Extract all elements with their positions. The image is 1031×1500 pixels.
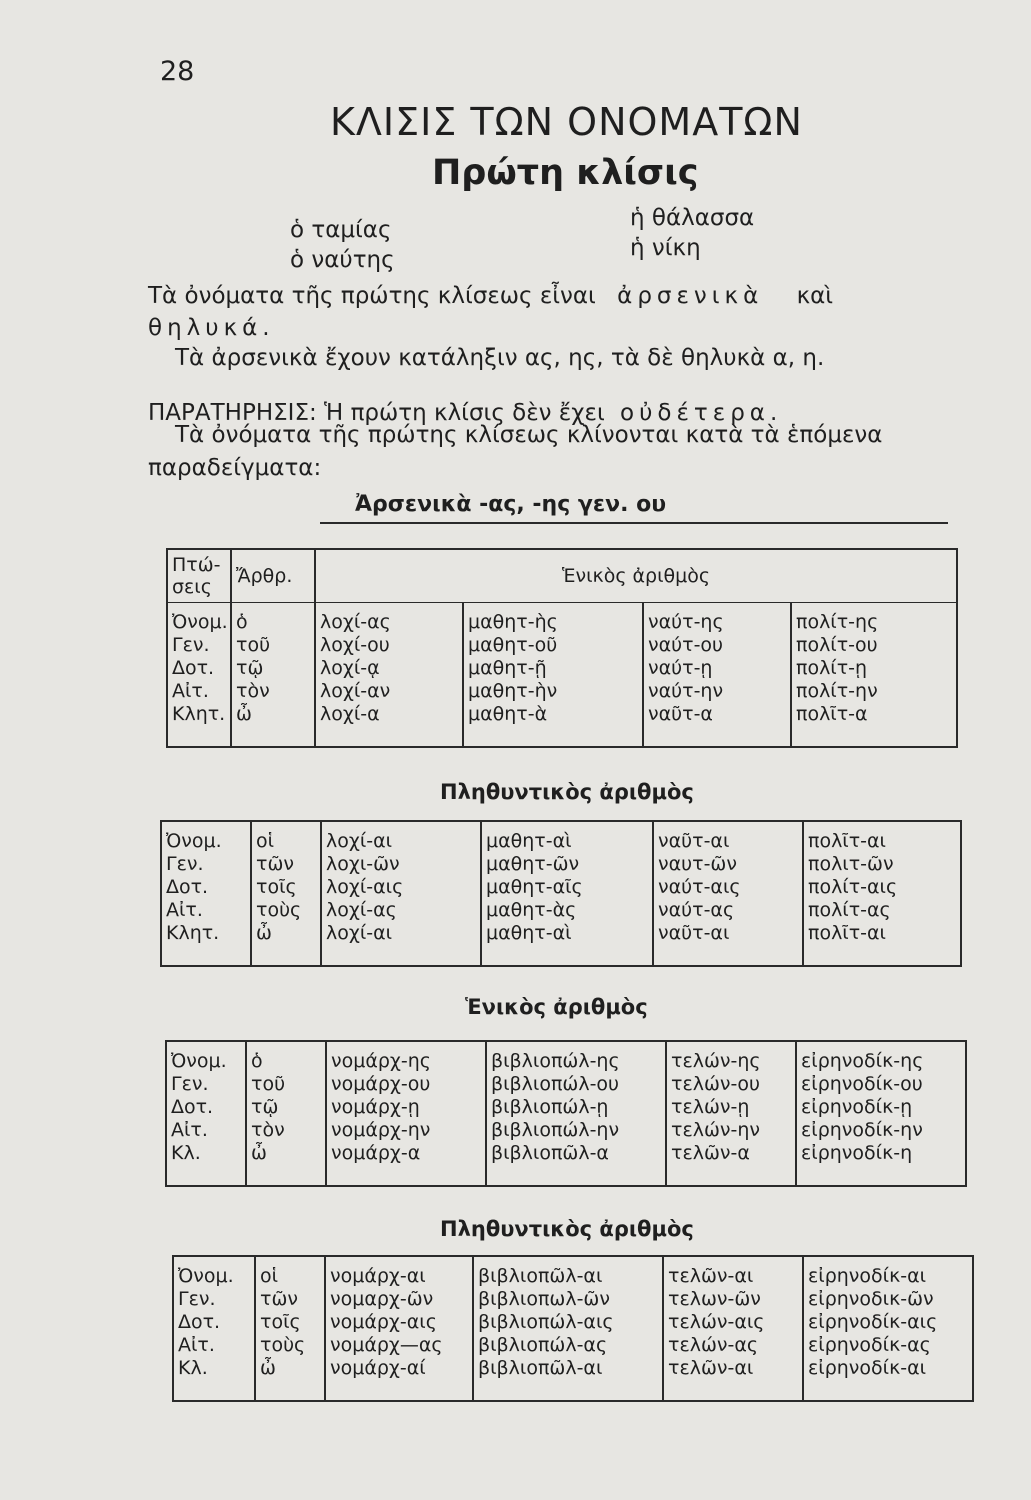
form-cell-2: μαθητ-ὴς	[463, 603, 643, 635]
table-row	[173, 1357, 973, 1401]
form-cell-1: νομάρχ-αί	[325, 1357, 473, 1401]
form-cell-1: νομάρχ-ου	[326, 1073, 486, 1096]
section-rule	[320, 522, 948, 524]
table-row	[166, 1119, 966, 1142]
table-row	[161, 876, 961, 899]
paragraph-4: Τὰ ὀνόματα τῆς πρώτης κλίσεως κλίνονται κατὰ τὰ ἑπόμενα	[175, 422, 883, 448]
case-cell: Γεν.	[167, 634, 231, 657]
heading-plural-2: Πληθυντικὸς ἀριθμὸς	[440, 1217, 694, 1241]
article-cell: ὦ	[246, 1142, 326, 1186]
form-cell-4: εἰρηνοδίκ-ης	[796, 1041, 966, 1073]
form-cell-2: μαθητ-ῇ	[463, 657, 643, 680]
form-cell-2: βιβλιοπωλ-ῶν	[473, 1288, 663, 1311]
article-cell: τῶν	[251, 853, 321, 876]
form-cell-3: τελών-ου	[666, 1073, 796, 1096]
form-cell-4: εἰρηνοδίκ-η	[796, 1142, 966, 1186]
table-row	[161, 899, 961, 922]
article-cell: τοῦ	[231, 634, 315, 657]
table-plural-2	[172, 1255, 974, 1402]
page-number: 28	[160, 56, 195, 87]
case-cell: Ὀνομ.	[161, 821, 251, 853]
form-cell-1: λοχί-αν	[315, 680, 463, 703]
table-row	[167, 680, 957, 703]
form-cell-4: πολίτ-ην	[791, 680, 957, 703]
form-cell-3: ναῦτ-αι	[653, 821, 803, 853]
form-cell-2: μαθητ-ὴν	[463, 680, 643, 703]
form-cell-3: τελῶν-αι	[663, 1256, 803, 1288]
form-cell-2: βιβλιοπῶλ-α	[486, 1142, 666, 1186]
paragraph-1	[148, 283, 833, 309]
form-cell-3: τελών-ης	[666, 1041, 796, 1073]
form-cell-1: νομάρχ-αις	[325, 1311, 473, 1334]
example-masculine-1: ὁ ταμίας	[290, 217, 392, 243]
form-cell-4: πολῖτ-α	[791, 703, 957, 747]
form-cell-4: εἰρηνοδίκ-ου	[796, 1073, 966, 1096]
form-cell-4: πολῖτ-αι	[803, 821, 961, 853]
paragraph-1-text: Τὰ ὀνόματα τῆς πρώτης κλίσεως εἶναι	[148, 283, 596, 309]
form-cell-2: βιβλιοπώλ-ου	[486, 1073, 666, 1096]
header-number: Ἑνικὸς ἀριθμὸς	[315, 549, 957, 603]
form-cell-4: εἰρηνοδικ-ῶν	[803, 1288, 973, 1311]
form-cell-4: πολίτ-ης	[791, 603, 957, 635]
table-row	[166, 1142, 966, 1186]
form-cell-2: μαθητ-ὰ	[463, 703, 643, 747]
form-cell-4: πολίτ-ῃ	[791, 657, 957, 680]
case-cell: Δοτ.	[173, 1311, 255, 1334]
case-cell: Ὀνομ.	[167, 603, 231, 635]
paragraph-3-text: ΠΑΡΑΤΗΡΗΣΙΣ: Ἡ πρώτη κλίσις δὲν ἔχει	[148, 400, 605, 426]
case-cell: Αἰτ.	[161, 899, 251, 922]
form-cell-1: λοχι-ῶν	[321, 853, 481, 876]
header-article: Ἄρθρ.	[231, 549, 315, 603]
form-cell-3: τελῶν-αι	[663, 1357, 803, 1401]
paragraph-1-conjunction: καὶ	[796, 283, 834, 309]
table-singular-2	[165, 1040, 967, 1187]
article-cell: τὸν	[231, 680, 315, 703]
form-cell-4: εἰρηνοδίκ-ας	[803, 1334, 973, 1357]
table-row	[161, 853, 961, 876]
table-row	[167, 657, 957, 680]
form-cell-4: πολίτ-ου	[791, 634, 957, 657]
form-cell-1: νομαρχ-ῶν	[325, 1288, 473, 1311]
chapter-title: ΚΛΙΣΙΣ ΤΩΝ ΟΝΟΜΑΤΩΝ	[330, 100, 803, 144]
case-cell: Δοτ.	[167, 657, 231, 680]
heading-plural-1: Πληθυντικὸς ἀριθμὸς	[440, 780, 694, 804]
form-cell-3: τελών-αις	[663, 1311, 803, 1334]
example-feminine-1: ἡ θάλασσα	[630, 205, 755, 231]
form-cell-3: ναύτ-ου	[643, 634, 791, 657]
form-cell-2: μαθητ-αῖς	[481, 876, 653, 899]
case-cell: Αἰτ.	[167, 680, 231, 703]
form-cell-3: ναύτ-ας	[653, 899, 803, 922]
article-cell: οἱ	[251, 821, 321, 853]
case-cell: Γεν.	[161, 853, 251, 876]
form-cell-4: εἰρηνοδίκ-ην	[796, 1119, 966, 1142]
paragraph-3-spaced-word: οὐδέτερα.	[620, 400, 783, 426]
article-cell: ὦ	[255, 1357, 325, 1401]
paragraph-1-continued: θηλυκά.	[148, 315, 275, 341]
article-cell: ὁ	[231, 603, 315, 635]
case-cell: Αἰτ.	[173, 1334, 255, 1357]
form-cell-1: λοχί-αι	[321, 821, 481, 853]
form-cell-4: εἰρηνοδίκ-αι	[803, 1357, 973, 1401]
form-cell-3: τελῶν-α	[666, 1142, 796, 1186]
form-cell-2: βιβλιοπῶλ-αι	[473, 1357, 663, 1401]
table-row	[167, 703, 957, 747]
form-cell-2: βιβλιοπώλ-αις	[473, 1311, 663, 1334]
heading-singular-2: Ἑνικὸς ἀριθμὸς	[465, 995, 648, 1019]
table-row	[167, 603, 957, 635]
case-cell: Γεν.	[173, 1288, 255, 1311]
form-cell-3: ναύτ-ῃ	[643, 657, 791, 680]
form-cell-2: μαθητ-ῶν	[481, 853, 653, 876]
form-cell-3: ναύτ-αις	[653, 876, 803, 899]
form-cell-2: βιβλιοπώλ-ῃ	[486, 1096, 666, 1119]
table-row	[173, 1288, 973, 1311]
case-cell: Κλητ.	[161, 922, 251, 966]
form-cell-3: ναῦτ-α	[643, 703, 791, 747]
form-cell-2: μαθητ-οῦ	[463, 634, 643, 657]
form-cell-1: νομάρχ-ης	[326, 1041, 486, 1073]
header-cases: Πτώ- σεις	[167, 549, 231, 603]
form-cell-2: μαθητ-αὶ	[481, 922, 653, 966]
form-cell-2: μαθητ-αὶ	[481, 821, 653, 853]
example-feminine-2: ἡ νίκη	[630, 235, 701, 261]
case-cell: Ὀνομ.	[173, 1256, 255, 1288]
paragraph-4-continued: παραδείγματα:	[148, 455, 322, 481]
form-cell-1: νομάρχ—ας	[325, 1334, 473, 1357]
table-row	[161, 821, 961, 853]
table-row	[161, 922, 961, 966]
form-cell-2: βιβλιοπώλ-ας	[473, 1334, 663, 1357]
form-cell-3: ναυτ-ῶν	[653, 853, 803, 876]
article-cell: τῷ	[246, 1096, 326, 1119]
case-cell: Ὀνομ.	[166, 1041, 246, 1073]
paragraph-1-spaced-word: ἀρσενικὰ	[617, 283, 764, 309]
case-cell: Κλ.	[166, 1142, 246, 1186]
table-row	[166, 1041, 966, 1073]
article-cell: τοῖς	[251, 876, 321, 899]
form-cell-4: εἰρηνοδίκ-αις	[803, 1311, 973, 1334]
case-cell: Δοτ.	[161, 876, 251, 899]
case-cell: Αἰτ.	[166, 1119, 246, 1142]
case-cell: Κλ.	[173, 1357, 255, 1401]
form-cell-4: πολίτ-ας	[803, 899, 961, 922]
form-cell-4: εἰρηνοδίκ-ῃ	[796, 1096, 966, 1119]
form-cell-3: ναῦτ-αι	[653, 922, 803, 966]
table-row	[167, 634, 957, 657]
form-cell-4: πολίτ-αις	[803, 876, 961, 899]
article-cell: ὦ	[251, 922, 321, 966]
form-cell-1: νομάρχ-αι	[325, 1256, 473, 1288]
case-cell: Δοτ.	[166, 1096, 246, 1119]
article-cell: ὁ	[246, 1041, 326, 1073]
table-row	[173, 1311, 973, 1334]
form-cell-3: τελών-ας	[663, 1334, 803, 1357]
form-cell-1: λοχί-ας	[321, 899, 481, 922]
form-cell-2: βιβλιοπώλ-ην	[486, 1119, 666, 1142]
article-cell: ὦ	[231, 703, 315, 747]
table-row	[173, 1256, 973, 1288]
article-cell: τῷ	[231, 657, 315, 680]
form-cell-2: μαθητ-ὰς	[481, 899, 653, 922]
article-cell: τοῦ	[246, 1073, 326, 1096]
form-cell-1: λοχί-ᾳ	[315, 657, 463, 680]
form-cell-4: πολιτ-ῶν	[803, 853, 961, 876]
table-row	[173, 1334, 973, 1357]
article-cell: τοὺς	[255, 1334, 325, 1357]
paragraph-2: Τὰ ἀρσενικὰ ἔχουν κατάληξιν ας, ης, τὰ δὲ θηλυκὰ α, η.	[175, 345, 825, 371]
form-cell-2: βιβλιοπῶλ-αι	[473, 1256, 663, 1288]
table-row	[166, 1073, 966, 1096]
case-cell: Γεν.	[166, 1073, 246, 1096]
table-row	[166, 1096, 966, 1119]
article-cell: τοὺς	[251, 899, 321, 922]
form-cell-3: ναύτ-ην	[643, 680, 791, 703]
form-cell-1: λοχί-αι	[321, 922, 481, 966]
article-cell: τοῖς	[255, 1311, 325, 1334]
form-cell-3: τελών-ην	[666, 1119, 796, 1142]
form-cell-1: νομάρχ-ῃ	[326, 1096, 486, 1119]
form-cell-4: πολῖτ-αι	[803, 922, 961, 966]
article-cell: οἱ	[255, 1256, 325, 1288]
form-cell-1: νομάρχ-α	[326, 1142, 486, 1186]
form-cell-3: τελών-ῃ	[666, 1096, 796, 1119]
form-cell-3: ναύτ-ης	[643, 603, 791, 635]
case-cell: Κλητ.	[167, 703, 231, 747]
form-cell-3: τελων-ῶν	[663, 1288, 803, 1311]
article-cell: τὸν	[246, 1119, 326, 1142]
table-singular-1	[166, 548, 958, 748]
chapter-subtitle: Πρώτη κλίσις	[432, 153, 699, 193]
form-cell-4: εἰρηνοδίκ-αι	[803, 1256, 973, 1288]
article-cell: τῶν	[255, 1288, 325, 1311]
form-cell-1: λοχί-ου	[315, 634, 463, 657]
form-cell-1: λοχί-α	[315, 703, 463, 747]
form-cell-1: νομάρχ-ην	[326, 1119, 486, 1142]
form-cell-1: λοχί-αις	[321, 876, 481, 899]
form-cell-1: λοχί-ας	[315, 603, 463, 635]
example-masculine-2: ὁ ναύτης	[290, 247, 395, 273]
form-cell-2: βιβλιοπώλ-ης	[486, 1041, 666, 1073]
table-plural-1	[160, 820, 962, 967]
section-heading-masculine: Ἀρσενικὰ -ας, -ης γεν. ου	[355, 492, 667, 517]
